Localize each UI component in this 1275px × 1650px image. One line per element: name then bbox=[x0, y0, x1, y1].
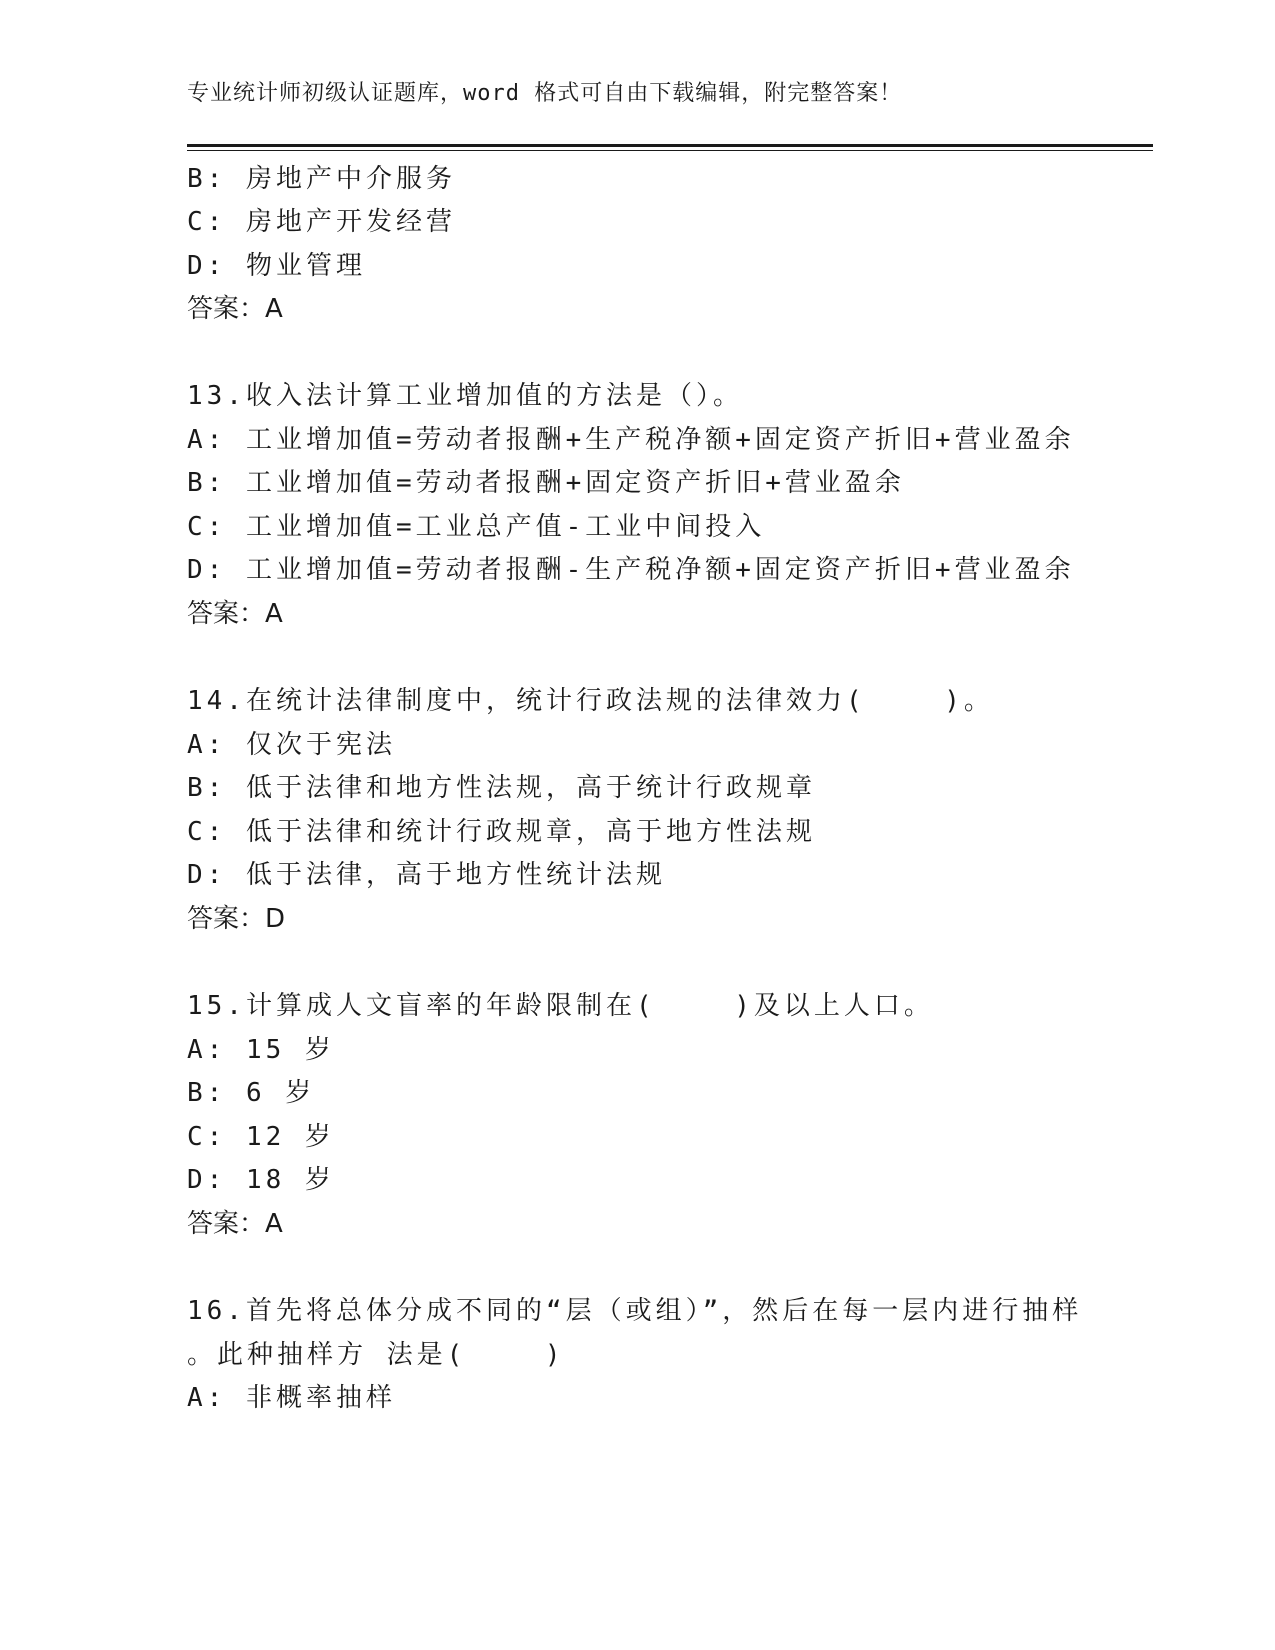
q13-question: 13.收入法计算工业增加值的方法是（）。 bbox=[187, 381, 743, 411]
q13-answer: 答案：A bbox=[187, 599, 283, 629]
header-rule-thin bbox=[187, 150, 1153, 151]
q15-question: 15.计算成人文盲率的年龄限制在( )及以上人口。 bbox=[187, 991, 934, 1021]
prev-option-d: D: 物业管理 bbox=[187, 251, 366, 281]
q15-answer: 答案：A bbox=[187, 1209, 283, 1239]
page-header: 专业统计师初级认证题库，word 格式可自由下载编辑，附完整答案！ bbox=[187, 81, 903, 106]
q13-option-b: B: 工业增加值=劳动者报酬+固定资产折旧+营业盈余 bbox=[187, 468, 905, 498]
q13-option-d: D: 工业增加值=劳动者报酬-生产税净额+固定资产折旧+营业盈余 bbox=[187, 555, 1075, 585]
q16-question-line2: 。此种抽样方 法是( ) bbox=[187, 1340, 565, 1370]
prev-option-b: B: 房地产中介服务 bbox=[187, 164, 456, 194]
q13-option-a: A: 工业增加值=劳动者报酬+生产税净额+固定资产折旧+营业盈余 bbox=[187, 425, 1075, 455]
prev-option-c: C: 房地产开发经营 bbox=[187, 207, 456, 237]
q15-option-b: B: 6 岁 bbox=[187, 1078, 316, 1108]
q14-question: 14.在统计法律制度中，统计行政法规的法律效力( )。 bbox=[187, 686, 994, 716]
prev-answer: 答案：A bbox=[187, 294, 283, 324]
q16-option-a: A: 非概率抽样 bbox=[187, 1383, 396, 1413]
q14-option-c: C: 低于法律和统计行政规章，高于地方性法规 bbox=[187, 817, 816, 847]
q14-option-a: A: 仅次于宪法 bbox=[187, 730, 396, 760]
header-rule-thick bbox=[187, 144, 1153, 147]
q15-option-d: D: 18 岁 bbox=[187, 1165, 335, 1195]
q15-option-c: C: 12 岁 bbox=[187, 1122, 335, 1152]
q16-question-line1: 16.首先将总体分成不同的“层（或组）”，然后在每一层内进行抽样 bbox=[187, 1296, 1083, 1326]
q13-option-c: C: 工业增加值=工业总产值-工业中间投入 bbox=[187, 512, 766, 542]
q15-option-a: A: 15 岁 bbox=[187, 1035, 335, 1065]
q14-answer: 答案：D bbox=[187, 904, 286, 934]
q14-option-d: D: 低于法律，高于地方性统计法规 bbox=[187, 860, 666, 890]
q14-option-b: B: 低于法律和地方性法规，高于统计行政规章 bbox=[187, 773, 816, 803]
